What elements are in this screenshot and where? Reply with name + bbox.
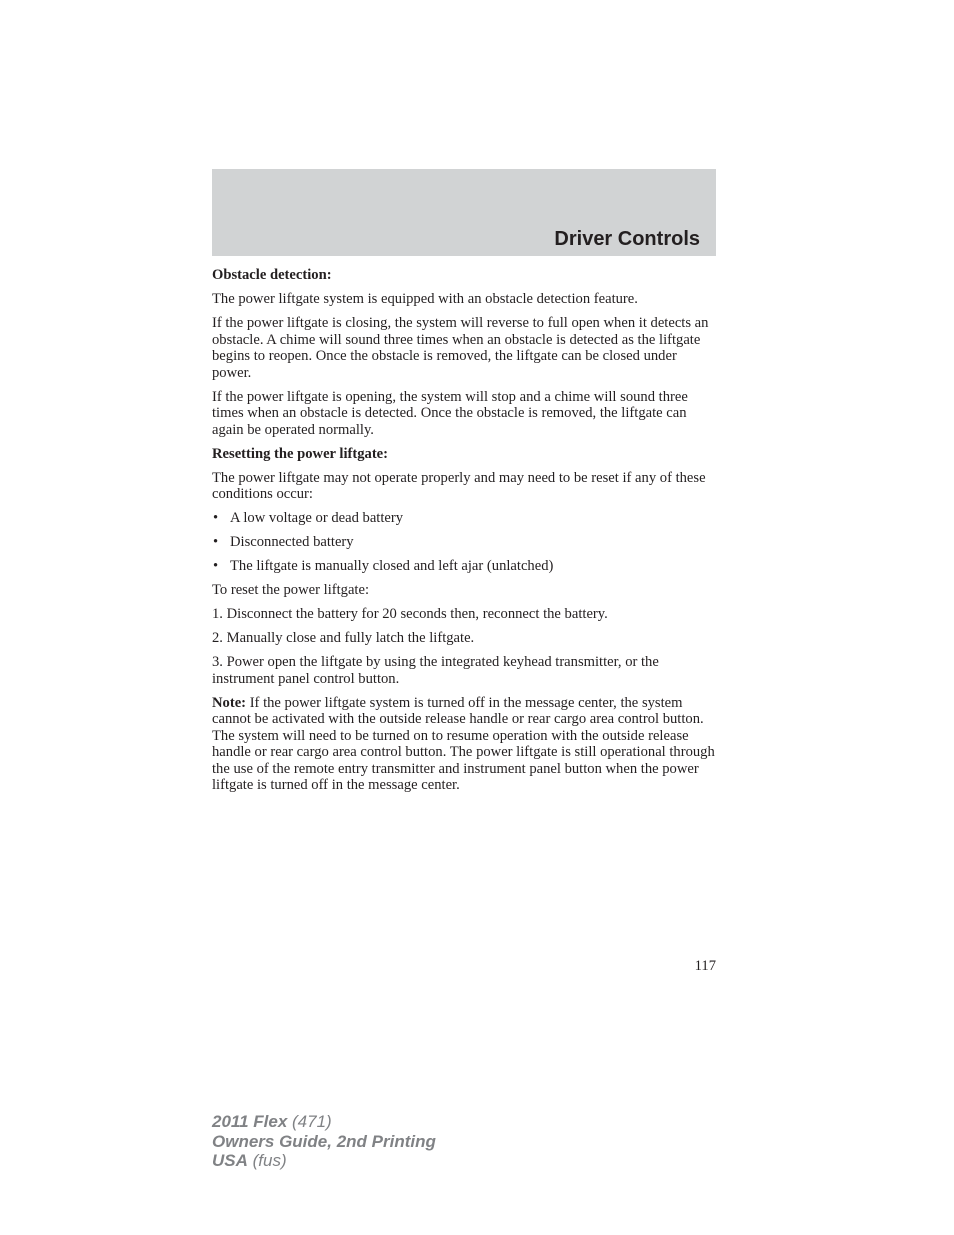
bullet-icon: • <box>213 558 219 574</box>
footer-model-code: (471) <box>287 1112 332 1131</box>
step-item: 2. Manually close and fully latch the liftgate. <box>212 630 475 646</box>
section-header-bar <box>212 169 716 256</box>
note-text: If the power liftgate system is turned off in the message center, the system cannot be activated with the outside release handle or rear cargo area control button. The system will need to be turned on to resume operation with the outside release handle or rear cargo area control button. The power liftgate is still operational through the use of the remote entry transmitter and instrument panel button when the power liftgate is turned off in the message center. <box>212 694 715 793</box>
paragraph: If the power liftgate is closing, the system will reverse to full open when it detects an obstacle. A chime will sound three times when an obstacle is detected as the liftgate begins to reopen. Once the obstacle is removed, the liftgate can be closed under power. <box>212 315 709 381</box>
bullet-item <box>212 534 718 551</box>
bullet-text: The liftgate is manually closed and left ajar (unlatched) <box>230 558 554 574</box>
footer-guide: Owners Guide, 2nd Printing <box>212 1131 436 1151</box>
obstacle-detection-heading: Obstacle detection: <box>212 267 332 283</box>
bullet-item <box>212 558 718 575</box>
bullet-icon: • <box>213 510 219 526</box>
paragraph: The power liftgate may not operate properly and may need to be reset if any of these conditions occur: <box>212 469 706 502</box>
footer-line-region <box>212 1151 436 1171</box>
note-label: Note: <box>212 694 247 711</box>
footer-region-code: (fus) <box>247 1151 287 1170</box>
paragraph: To reset the power liftgate: <box>212 582 370 598</box>
paragraph: The power liftgate system is equipped with an obstacle detection feature. <box>212 291 638 307</box>
note-paragraph <box>212 695 718 794</box>
footer-line-model <box>212 1112 436 1132</box>
step-item: 3. Power open the liftgate by using the integrated keyhead transmitter, or the instrument panel control button. <box>212 654 659 687</box>
resetting-heading: Resetting the power liftgate: <box>212 445 389 462</box>
footer-region: USA <box>212 1151 248 1170</box>
bullet-icon: • <box>213 534 219 550</box>
step-item: 1. Disconnect the battery for 20 seconds then, reconnect the battery. <box>212 606 608 622</box>
paragraph: If the power liftgate is opening, the system will stop and a chime will sound three times when an obstacle is detected. Once the obstacle is removed, the liftgate can again be operated normally. <box>212 388 688 438</box>
bullet-text: Disconnected battery <box>230 534 354 550</box>
bullet-item <box>212 510 718 527</box>
document-footer <box>212 1112 436 1171</box>
section-title: Driver Controls <box>554 228 700 250</box>
bullet-text: A low voltage or dead battery <box>230 510 404 526</box>
page-number: 117 <box>694 958 716 974</box>
footer-model: 2011 Flex <box>212 1112 288 1131</box>
footer-line-guide <box>212 1132 436 1152</box>
page-content <box>212 267 718 801</box>
